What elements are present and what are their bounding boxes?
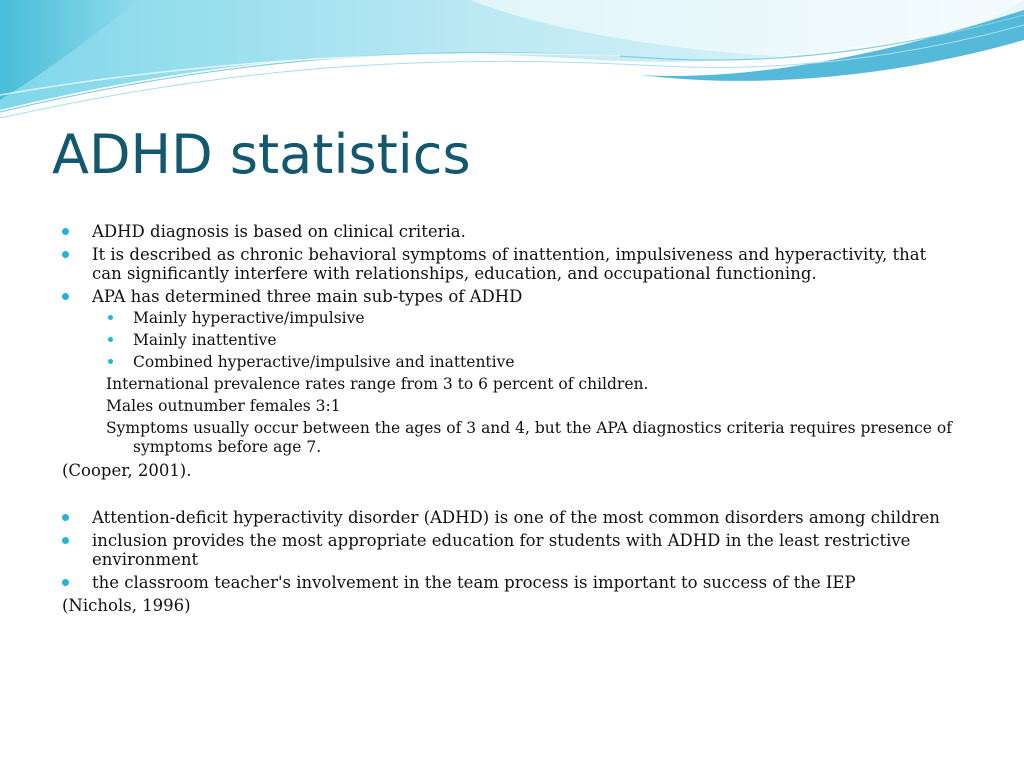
sub-paragraph [60, 397, 960, 416]
bullet-dot-icon [62, 251, 69, 258]
bullet-text: APA has determined three main sub-types of ADHD [92, 287, 523, 306]
bullet-text: inclusion provides the most appropriate education for students with ADHD in the least restrictive environment [92, 531, 911, 569]
bullet-text: Attention-deficit hyperactivity disorder (ADHD) is one of the most common disorders among children [92, 508, 940, 527]
bullet-dot-icon [108, 315, 113, 320]
bullet-item [60, 245, 960, 283]
bullet-dot-icon [62, 537, 69, 544]
sub-bullet-item [60, 331, 960, 350]
sub-paragraph-text: Symptoms usually occur between the ages of 3 and 4, but the APA diagnostics criteria requires presence of symptoms before age 7. [106, 419, 952, 456]
bullet-text: It is described as chronic behavioral symptoms of inattention, impulsiveness and hyperactivity, that can significantly interfere with relationships, education, and occupational functioning. [92, 245, 927, 283]
bullet-text: the classroom teacher's involvement in the team process is important to success of the IEP [92, 573, 856, 592]
sub-paragraph [60, 375, 960, 394]
decorative-wave-header [0, 0, 1024, 130]
bullet-text: ADHD diagnosis is based on clinical criteria. [92, 222, 466, 241]
sub-paragraph-text: Males outnumber females 3:1 [106, 397, 341, 415]
bullet-item [60, 573, 960, 592]
bullet-item [60, 508, 960, 527]
slide-body [60, 218, 960, 615]
bullet-item [60, 222, 960, 241]
citation-text: (Cooper, 2001). [62, 461, 192, 480]
sub-paragraph [60, 419, 960, 457]
bullet-dot-icon [62, 579, 69, 586]
sub-bullet-text: Mainly inattentive [133, 331, 277, 349]
spacer [60, 480, 960, 504]
sub-bullet-text: Mainly hyperactive/impulsive [133, 309, 365, 327]
bullet-dot-icon [62, 228, 69, 235]
citation [60, 461, 960, 480]
bullet-dot-icon [108, 337, 113, 342]
citation [60, 596, 960, 615]
bullet-dot-icon [62, 293, 69, 300]
sub-bullet-item [60, 309, 960, 328]
slide-title: ADHD statistics [52, 123, 471, 186]
bullet-item [60, 531, 960, 569]
bullet-item [60, 287, 960, 306]
bullet-dot-icon [108, 359, 113, 364]
sub-paragraph-text: International prevalence rates range from 3 to 6 percent of children. [106, 375, 649, 393]
sub-bullet-item [60, 353, 960, 372]
bullet-dot-icon [62, 514, 69, 521]
citation-text: (Nichols, 1996) [62, 596, 191, 615]
sub-bullet-text: Combined hyperactive/impulsive and inattentive [133, 353, 515, 371]
